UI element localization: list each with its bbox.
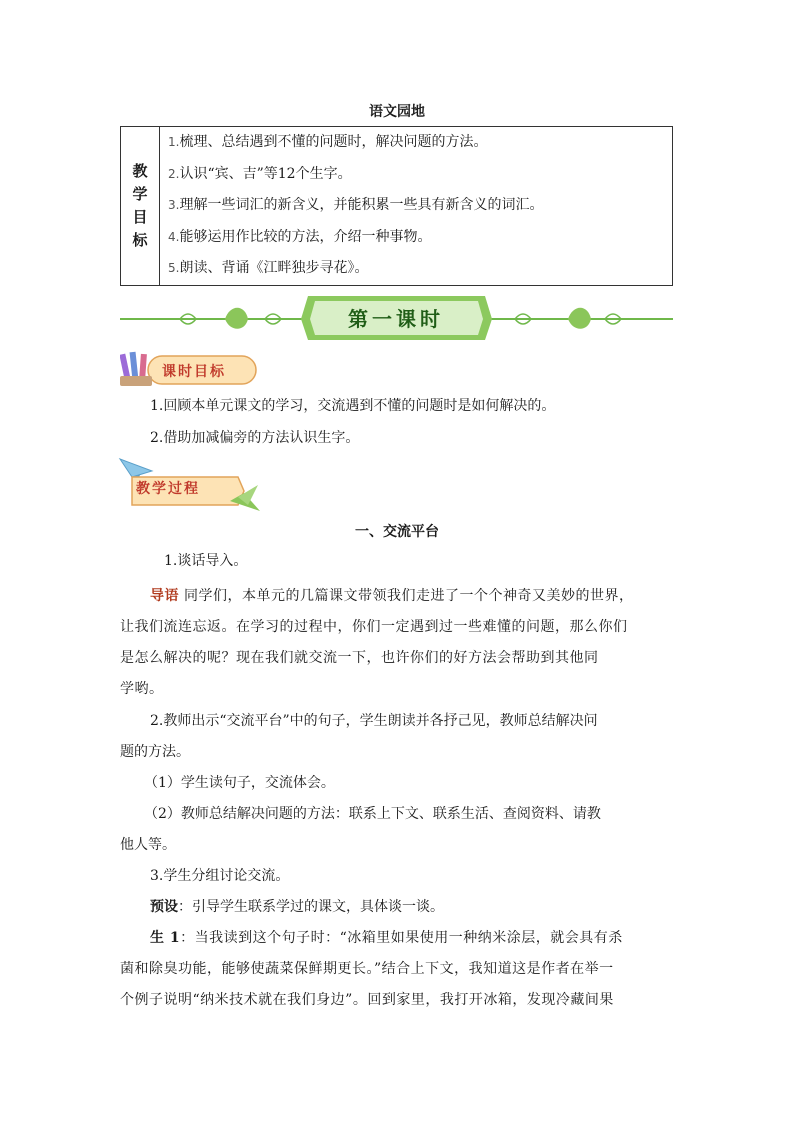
preset-label: 预设 (150, 899, 178, 915)
lesson-goals-badge-label: 课时目标 (162, 364, 226, 380)
teaching-process-badge-label: 教学过程 (136, 481, 200, 497)
goals-header-char: 教 (132, 162, 148, 180)
lead-paragraph-line: 学哟。 (120, 681, 164, 697)
step-2-line: 2.教师出示“交流平台”中的句子，学生朗读并各抒己见，教师总结解决问 (150, 713, 598, 729)
goal-item: 1.梳理、总结遇到不懂的问题时，解决问题的方法。 (168, 134, 488, 151)
teaching-goals-list (160, 127, 673, 286)
goal-item: 3.理解一些词汇的新含义，并能积累一些具有新含义的词汇。 (168, 197, 544, 214)
sub-step-2-line: 他人等。 (120, 837, 176, 853)
lead-paragraph-line: 导语 同学们，本单元的几篇课文带领我们走进了一个个神奇又美妙的世界， (150, 588, 634, 604)
lead-paragraph-line: 是怎么解决的呢？现在我们就交流一下，也许你们的好方法会帮助到其他同 (120, 650, 599, 666)
lesson-goal-line: 1.回顾本单元课文的学习，交流遇到不懂的问题时是如何解决的。 (150, 398, 556, 414)
student-label: 生 1 (150, 930, 181, 946)
sub-step-1: （1）学生读句子，交流体会。 (144, 775, 335, 791)
student-answer-line: 个例子说明“纳米技术就在我们身边”。回到家里，我打开冰箱，发现冷藏间果 (120, 992, 614, 1008)
step-3-text: 3.学生分组讨论交流。 (150, 868, 290, 884)
lesson-goal-line: 2.借助加减偏旁的方法认识生字。 (150, 430, 360, 446)
lesson-banner-title: 第一课时 (348, 307, 444, 331)
goal-item: 5.朗读、背诵《江畔独步寻花》。 (168, 260, 369, 277)
goals-header-char: 目 (132, 208, 148, 226)
preset-line: 预设：引导学生联系学过的课文，具体谈一谈。 (150, 899, 444, 915)
lesson-divider (120, 292, 673, 344)
goals-header-char: 标 (132, 231, 148, 249)
step-1-text: 1.谈话导入。 (164, 553, 248, 569)
teaching-goals-table (120, 126, 673, 286)
section-title: 一、交流平台 (355, 524, 439, 540)
sub-step-2-line: （2）教师总结解决问题的方法：联系上下文、联系生活、查阅资料、请教 (144, 806, 601, 822)
goal-item: 2.认识“宾、吉”等12个生字。 (168, 165, 352, 182)
student-answer-line: 生 1：当我读到这个句子时：“冰箱里如果使用一种纳米涂层，就会具有杀 (150, 930, 623, 946)
goal-item: 4.能够运用作比较的方法，介绍一种事物。 (168, 228, 432, 245)
pencils-icon (120, 352, 152, 386)
lead-label: 导语 (150, 588, 179, 604)
leaf-left-icon (180, 308, 281, 329)
teaching-goals-header (121, 127, 160, 286)
lead-paragraph-line: 让我们流连忘返。在学习的过程中，你们一定遇到过一些难懂的问题，那么你们 (120, 619, 628, 635)
document-title: 语文园地 (369, 104, 425, 120)
step-2-line: 题的方法。 (120, 744, 190, 760)
goals-header-char: 学 (132, 185, 148, 203)
student-answer-line: 菌和除臭功能，能够使蔬菜保鲜期更长。”结合上下文，我知道这是作者在举一 (120, 961, 614, 977)
